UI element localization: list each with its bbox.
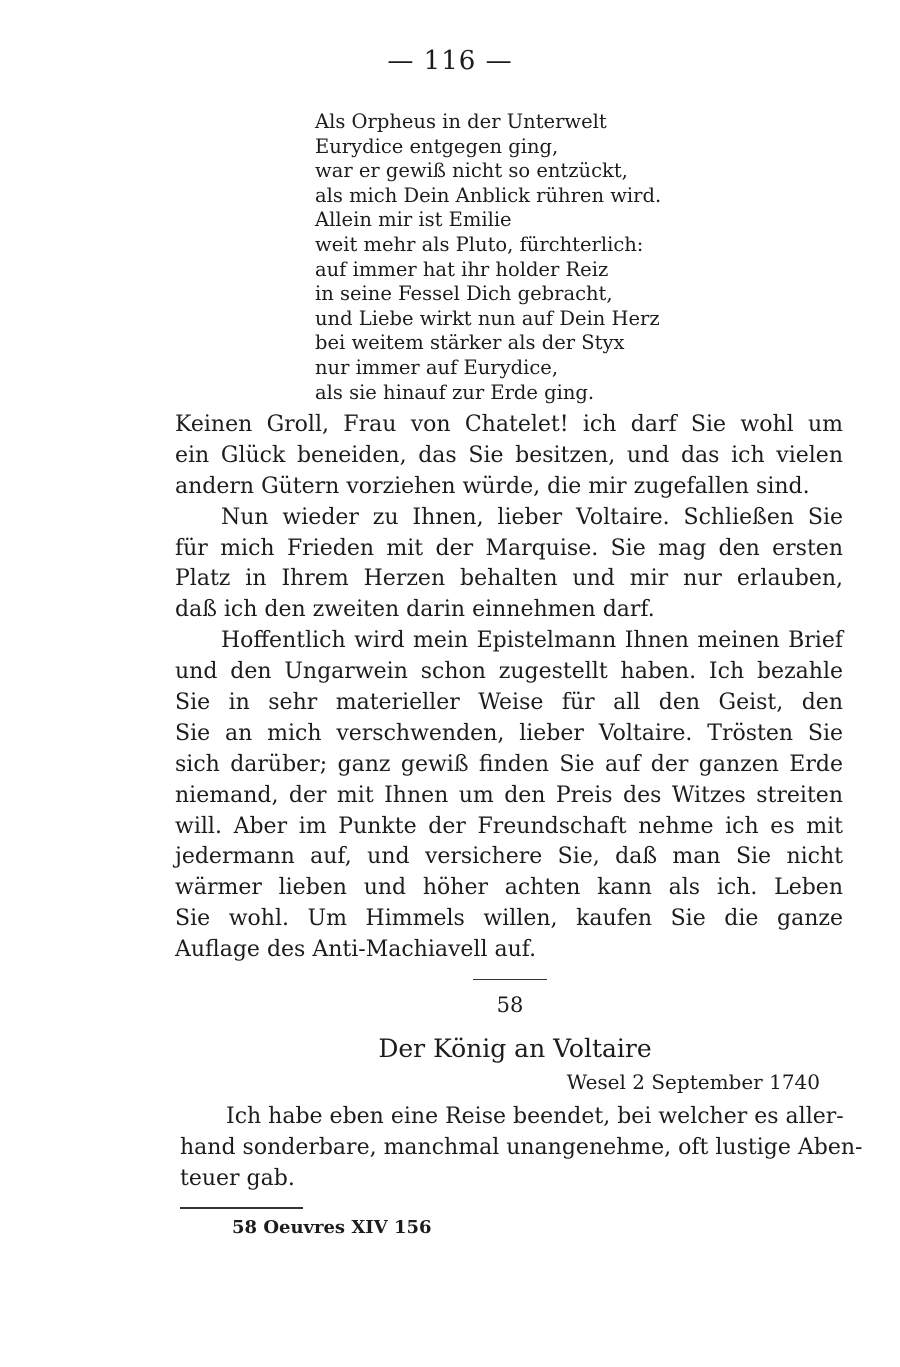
page-number: — 116 — xyxy=(387,46,513,76)
text-line: will. Aber im Punkte der Freundschaft nehme ich es mit xyxy=(175,813,843,839)
text-line: und den Ungarwein schon zugestellt haben. Ich bezahle xyxy=(175,659,843,685)
poem-line: Als Orpheus in der Unterwelt xyxy=(315,110,607,133)
poem xyxy=(315,110,785,405)
footnote: 58 Oeuvres XIV 156 xyxy=(232,1217,432,1238)
text-line: andern Gütern vorziehen würde, die mir zugefallen sind. xyxy=(175,473,810,499)
poem-line: bei weitem stärker als der Styx xyxy=(315,331,625,355)
text-line: wärmer lieben und höher achten kann als ich. Leben xyxy=(175,875,843,901)
text-line: daß ich den zweiten darin einnehmen darf. xyxy=(175,597,655,623)
text-line: Ich habe eben eine Reise beendet, bei welcher es aller- xyxy=(226,1104,844,1129)
poem-line: als mich Dein Anblick rühren wird. xyxy=(315,183,662,207)
poem-line: war er gewiß nicht so entzückt, xyxy=(315,159,628,183)
poem-line: weit mehr als Pluto, fürchterlich: xyxy=(315,232,644,256)
footnote-rule xyxy=(180,1207,303,1209)
text-line: Sie an mich verschwenden, lieber Voltaire. Trösten Sie xyxy=(175,720,843,746)
letter-text xyxy=(175,410,843,966)
text-line: Nun wieder zu Ihnen, lieber Voltaire. Schließen Sie xyxy=(221,504,843,530)
poem-line: nur immer auf Eurydice, xyxy=(315,355,559,379)
text-line: ein Glück beneiden, das Sie besitzen, und das ich vielen xyxy=(175,442,843,468)
text-line: hand sonderbare, manchmal unangenehme, oft lustige Aben- xyxy=(180,1134,863,1160)
section-divider xyxy=(473,979,547,980)
text-line: teuer gab. xyxy=(180,1165,295,1191)
poem-line: und Liebe wirkt nun auf Dein Herz xyxy=(315,306,660,330)
text-line: niemand, der mit Ihnen um den Preis des Witzes streiten xyxy=(175,782,843,808)
poem-line: Eurydice entgegen ging, xyxy=(315,134,559,158)
letter-number: 58 xyxy=(496,993,524,1017)
text-line: sich darüber; ganz gewiß finden Sie auf der ganzen Erde xyxy=(175,751,843,777)
poem-line: auf immer hat ihr holder Reiz xyxy=(315,257,609,281)
text-line: für mich Frieden mit der Marquise. Sie mag den ersten xyxy=(175,535,843,561)
text-line: jedermann auf, und versichere Sie, daß man Sie nicht xyxy=(175,844,843,870)
poem-line: in seine Fessel Dich gebracht, xyxy=(315,282,613,306)
letter-body xyxy=(180,1102,863,1195)
text-line: Hoffentlich wird mein Epistelmann Ihnen meinen Brief xyxy=(221,628,843,654)
text-line: Keinen Groll, Frau von Chatelet! ich darf Sie wohl um xyxy=(175,412,843,437)
text-line: Sie wohl. Um Himmels willen, kaufen Sie die ganze xyxy=(175,906,843,932)
letter-date: Wesel 2 September 1740 xyxy=(566,1070,820,1094)
letter-title: Der König an Voltaire xyxy=(378,1034,652,1063)
text-line: Auflage des Anti-Machiavell auf. xyxy=(175,937,537,963)
poem-line: Allein mir ist Emilie xyxy=(315,208,512,232)
text-line: Sie in sehr materieller Weise für all den Geist, den xyxy=(175,690,843,716)
text-line: Platz in Ihrem Herzen behalten und mir nur erlauben, xyxy=(175,566,843,592)
poem-line: als sie hinauf zur Erde ging. xyxy=(315,380,595,404)
